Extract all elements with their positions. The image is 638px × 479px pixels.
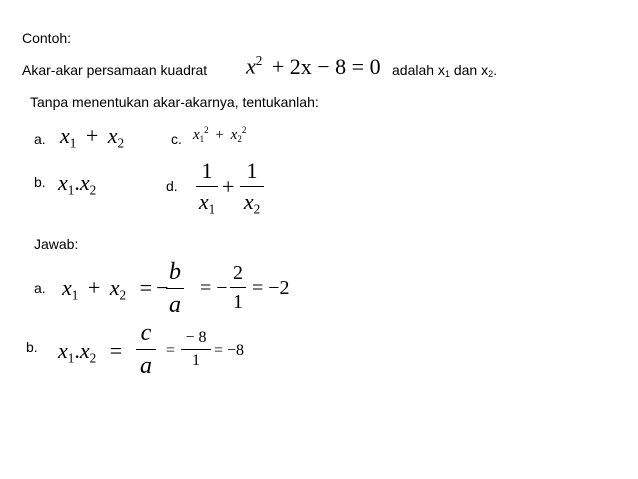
- instruction-text: Tanpa menentukan akar-akarnya, tentukanlah:: [30, 94, 319, 110]
- answer-a-frac2: [230, 263, 246, 312]
- problem-middle: adalah x: [392, 62, 445, 78]
- ab-frac1-bar: [136, 349, 156, 350]
- aa-sub2: 2: [119, 287, 127, 303]
- question-a-label: a.: [34, 131, 46, 147]
- qc-x1: x: [193, 126, 200, 143]
- ab-frac2-den: 1: [192, 352, 200, 369]
- aa-frac2-bar: [230, 287, 246, 288]
- qa-x1: x: [60, 123, 70, 148]
- qd-frac1-bar: [196, 186, 218, 187]
- aa-frac2-den: 1: [233, 291, 243, 313]
- eq-rest: + 2x − 8 = 0: [271, 53, 381, 79]
- quadratic-equation: [246, 54, 381, 78]
- problem-sub1: 1: [444, 69, 450, 79]
- qb-dot: .: [74, 170, 80, 195]
- ab-sub1: 1: [67, 350, 75, 366]
- question-d-plus: +: [222, 174, 235, 199]
- ab-dot: .: [74, 338, 80, 363]
- answer-b-label: b.: [26, 339, 38, 355]
- aa-eq1: =: [139, 275, 153, 300]
- qc-sub2: 2: [237, 133, 242, 144]
- ab-frac2-num: − 8: [185, 329, 207, 346]
- aa-x2: x: [109, 275, 120, 300]
- qc-x2: x: [230, 126, 238, 143]
- qb-sub2: 2: [89, 182, 97, 198]
- question-d-label: d.: [166, 178, 178, 194]
- qb-x1: x: [58, 170, 68, 195]
- qd-frac2-sub: 2: [253, 201, 261, 217]
- qd-frac1-sub: 1: [208, 201, 216, 217]
- question-b-label: b.: [34, 174, 46, 190]
- ab-sub2: 2: [89, 350, 97, 366]
- answer-b-frac2: [181, 330, 211, 369]
- qd-frac1-den: [196, 191, 218, 216]
- problem-prefix: Akar-akar persamaan kuadrat: [22, 62, 208, 78]
- question-c-expression: [193, 126, 246, 144]
- question-a-expression: [60, 125, 124, 150]
- qc-sup1: 2: [204, 125, 209, 135]
- qd-frac2-x: x: [243, 189, 254, 214]
- aa-frac1-bar: [166, 288, 184, 289]
- qb-x2: x: [79, 170, 90, 195]
- ab-frac2-bar: [181, 349, 211, 350]
- qc-sup2: 2: [241, 125, 247, 135]
- ab-eq1: =: [109, 338, 123, 363]
- question-d-frac1: [196, 160, 218, 216]
- aa-x1: x: [62, 275, 72, 300]
- problem-end: .: [493, 62, 497, 78]
- problem-and: dan x: [453, 62, 489, 78]
- aa-frac1-num: b: [169, 259, 181, 285]
- ab-x2: x: [79, 338, 90, 363]
- answer-b-eq2: =: [166, 342, 176, 359]
- ab-x1: x: [58, 338, 68, 363]
- answer-a-frac1: [166, 260, 184, 317]
- aa-frac2-num: 2: [233, 262, 243, 284]
- ab-frac1-num: c: [140, 320, 152, 346]
- answer-heading: Jawab:: [34, 236, 79, 252]
- qa-plus: +: [85, 123, 99, 148]
- problem-suffix: [392, 62, 497, 82]
- eq-exponent: 2: [255, 53, 263, 68]
- qb-sub1: 1: [67, 182, 75, 198]
- aa-plus: +: [87, 275, 101, 300]
- question-c-label: c.: [171, 131, 182, 147]
- aa-frac1-den: a: [169, 292, 181, 318]
- qa-sub2: 2: [117, 135, 125, 151]
- answer-b-frac1: [136, 321, 156, 378]
- answer-a-lhs: [62, 277, 168, 302]
- qa-x2: x: [107, 123, 118, 148]
- qd-frac2-den: [240, 191, 264, 216]
- aa-sub1: 1: [71, 287, 79, 303]
- answer-b-lhs: [58, 340, 122, 365]
- qd-frac2-num: 1: [246, 158, 258, 183]
- answer-a-eq2: = −: [200, 277, 228, 299]
- answer-a-result: = −2: [252, 277, 290, 299]
- eq-var-x: x: [246, 53, 256, 79]
- heading-contoh: Contoh:: [22, 30, 72, 46]
- qc-plus: +: [215, 126, 224, 143]
- qc-sub1: 1: [199, 133, 205, 144]
- aa-minus: −: [156, 275, 169, 300]
- qd-frac2-bar: [240, 186, 264, 187]
- problem-sub2: 2: [488, 69, 494, 79]
- question-b-expression: [58, 172, 96, 197]
- qa-sub1: 1: [69, 135, 77, 151]
- qd-frac1-num: 1: [201, 158, 213, 183]
- qd-frac1-x: x: [198, 189, 209, 214]
- ab-frac1-den: a: [140, 353, 152, 379]
- answer-b-result: = −8: [214, 342, 245, 359]
- question-d-frac2: [240, 160, 264, 216]
- answer-a-label: a.: [34, 280, 46, 296]
